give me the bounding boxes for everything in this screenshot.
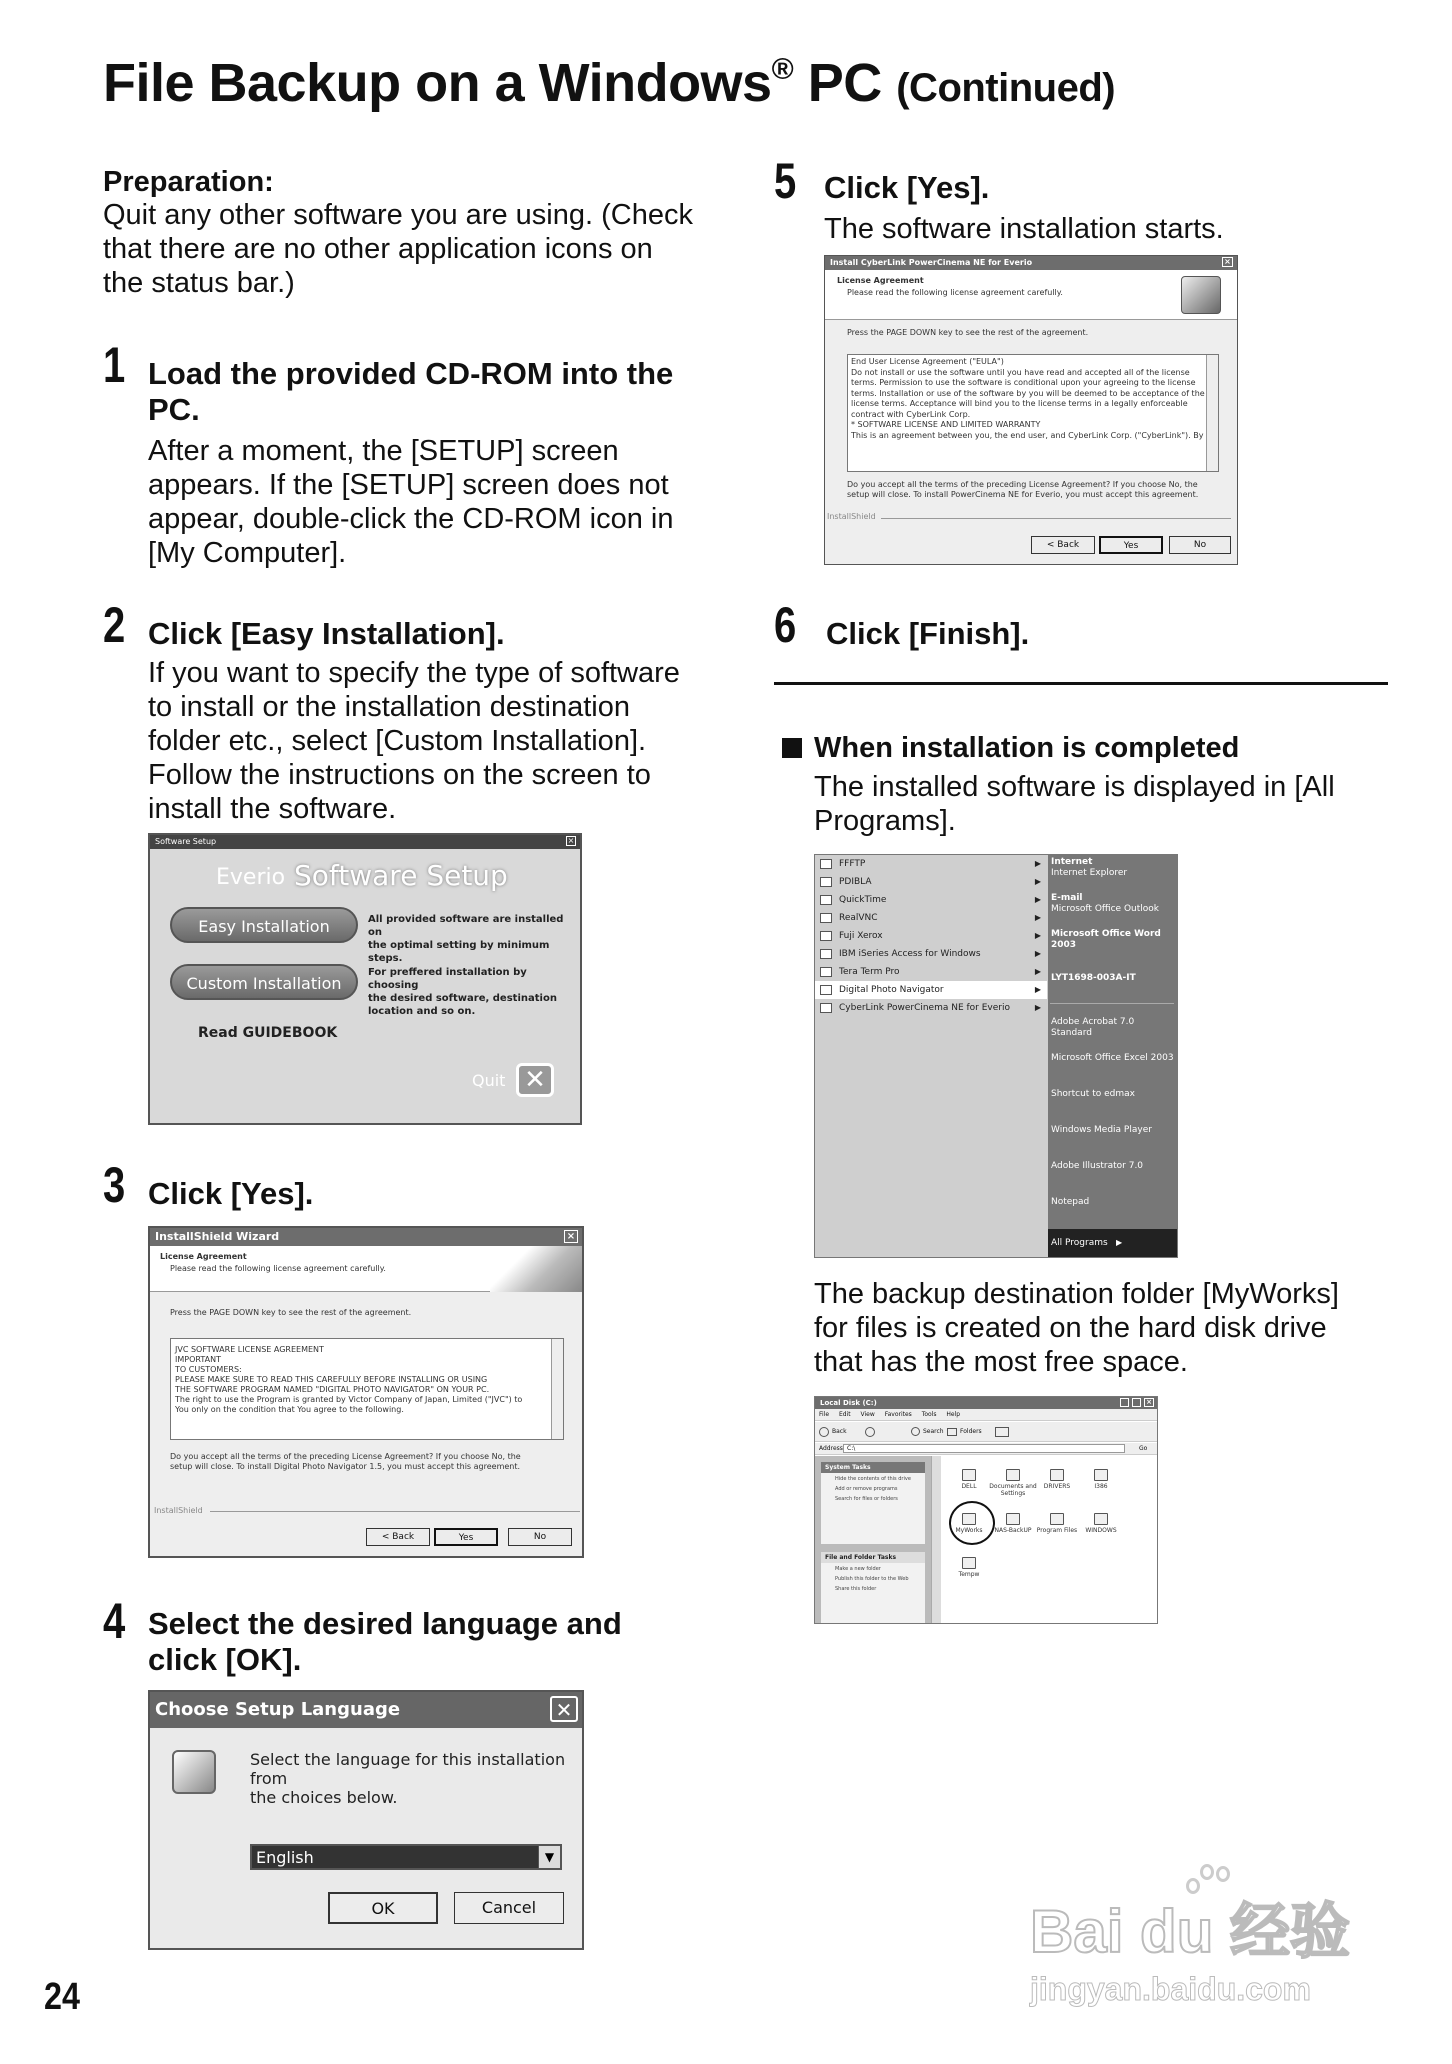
file-folder-tasks-panel	[821, 1552, 925, 1623]
step-3-heading: Click [Yes].	[148, 1176, 314, 1211]
recent-item[interactable]: Adobe Illustrator 7.0	[1051, 1161, 1144, 1171]
language-select[interactable]	[250, 1844, 562, 1870]
read-guidebook-link[interactable]: Read GUIDEBOOK	[198, 1025, 338, 1041]
wizard-license-box[interactable]: JVC SOFTWARE LICENSE AGREEMENT IMPORTANT TO CUSTOMERS: PLEASE MAKE SURE TO READ THIS CAREFULLY BEFORE INSTALLING OR USING THE SOFTWARE PROGRAM NAMED "DIGITAL PHOTO NAVIGATOR" ON YOUR PC. The right to use the Program is granted by Victor Company of Japan, Limited ("JVC") to You only on the condition that You agree to the following.	[170, 1338, 564, 1440]
search-icon	[911, 1427, 920, 1436]
recent-item[interactable]: Microsoft Office Excel 2003	[1051, 1053, 1174, 1063]
custom-installation-button[interactable]: Custom Installation	[170, 964, 358, 1000]
folder-drivers[interactable]: DRIVERS	[1033, 1469, 1081, 1490]
choose-language-screenshot	[148, 1690, 584, 1950]
step-5-heading: Click [Yes].	[824, 170, 990, 205]
cyberlink-subheading: Please read the following license agreement carefully.	[847, 288, 1063, 297]
step-3-number: 3	[103, 1157, 126, 1213]
menu-item[interactable]: QuickTime ▶	[815, 891, 1047, 909]
arrow-right-icon: ▶	[1034, 985, 1041, 994]
cyberlink-installer-screenshot	[824, 255, 1238, 565]
system-tasks-heading[interactable]: System Tasks	[821, 1462, 925, 1473]
square-bullet-icon	[782, 738, 802, 758]
system-tasks-panel	[821, 1462, 925, 1544]
wizard-subheading: Please read the following license agreement carefully.	[170, 1264, 386, 1273]
quit-x-icon[interactable]: ✕	[516, 1063, 554, 1097]
explorer-toolbar	[815, 1422, 1157, 1442]
folder-nas-backup[interactable]: NAS-BackUP	[989, 1513, 1037, 1534]
all-programs-screenshot	[814, 854, 1178, 1258]
step-6-number: 6	[774, 597, 797, 653]
folder-icon	[1050, 1469, 1064, 1481]
step-2-number: 2	[103, 597, 126, 653]
installshield-wizard-screenshot	[148, 1226, 584, 1558]
forward-arrow-icon[interactable]	[865, 1427, 875, 1437]
installer-icon	[1181, 276, 1221, 314]
step-1-number: 1	[103, 337, 126, 393]
folder-icon	[820, 931, 832, 941]
cyberlink-header	[825, 270, 1237, 320]
folder-icon	[820, 967, 832, 977]
folder-icon	[1050, 1513, 1064, 1525]
task-link[interactable]: Hide the contents of this drive	[835, 1476, 911, 1482]
address-input[interactable]: C:\	[843, 1444, 1125, 1453]
folders-button[interactable]: Folders	[960, 1428, 982, 1435]
folder-myworks[interactable]: MyWorks	[945, 1513, 993, 1534]
task-link[interactable]: Publish this folder to the Web	[835, 1576, 909, 1582]
folder-icon	[820, 985, 832, 995]
cyberlink-heading: License Agreement	[837, 276, 924, 285]
menu-item-digital-photo-navigator[interactable]: Digital Photo Navigator ▶	[815, 981, 1047, 999]
explorer-titlebar: Local Disk (C:) ×	[815, 1397, 1157, 1409]
folder-icon	[820, 913, 832, 923]
menu-item[interactable]: Tera Term Pro ▶	[815, 963, 1047, 981]
folder-icon	[1094, 1469, 1108, 1481]
back-arrow-icon[interactable]	[819, 1427, 829, 1437]
menu-item-cyberlink[interactable]: CyberLink PowerCinema NE for Everio ▶	[815, 999, 1047, 1017]
arrow-right-icon: ▶	[1116, 1238, 1123, 1247]
prep-text: Quit any other software you are using. (Check that there are no other application icons on the status bar.)	[103, 199, 693, 299]
folder-icon	[820, 859, 832, 869]
baidu-logo-text: Bai du 经验	[1030, 1898, 1351, 1965]
arrow-right-icon: ▶	[1034, 1003, 1041, 1012]
menu-item[interactable]: FFFTP ▶	[815, 855, 1047, 873]
baidu-url-text: jingyan.baidu.com	[1030, 1971, 1311, 2007]
setup-icon	[172, 1750, 216, 1794]
menu-item[interactable]: RealVNC ▶	[815, 909, 1047, 927]
recent-item[interactable]: Notepad	[1051, 1197, 1090, 1207]
step-4-number: 4	[103, 1593, 126, 1649]
folder-icon	[962, 1557, 976, 1569]
wizard-yes-button[interactable]: Yes	[434, 1528, 498, 1546]
software-setup-screenshot	[148, 833, 582, 1125]
setup-heading: Software Setup	[294, 859, 508, 892]
cyberlink-pagedown-text: Press the PAGE DOWN key to see the rest of the agreement.	[847, 328, 1089, 337]
prep-heading: Preparation:	[103, 166, 274, 198]
wizard-pagedown-text: Press the PAGE DOWN key to see the rest of the agreement.	[170, 1308, 412, 1317]
cyberlink-license-box[interactable]: End User License Agreement ("EULA") Do not install or use the software until you have read and accepted all of the license terms. Permission to use the software is conditional upon your agreeing to the license terms. Installation or use of the software by you will be deemed to be acceptance of the license terms. Acceptance will bind you to the license terms in a legally enforceable contract with CyberLink Corp. * SOFTWARE LICENSE AND LIMITED WARRANTY This is an agreement between you, the end user, and CyberLink Corp. ("CyberLink"). By	[847, 354, 1219, 472]
search-button[interactable]: Search	[923, 1428, 944, 1435]
task-link[interactable]: Share this folder	[835, 1586, 877, 1592]
folder-documents[interactable]: Documents and Settings	[989, 1469, 1037, 1497]
folder-icon	[820, 895, 832, 905]
folder-icon	[820, 1003, 832, 1013]
address-bar	[815, 1443, 1157, 1455]
arrow-right-icon: ▶	[1034, 913, 1041, 922]
completed-body: The installed software is displayed in [All Programs].	[814, 771, 1335, 837]
recent-item[interactable]: Windows Media Player	[1051, 1125, 1152, 1135]
start-menu-right-pane	[1048, 855, 1178, 1258]
task-link[interactable]: Make a new folder	[835, 1566, 881, 1572]
language-prompt: Select the language for this installation from the choices below.	[250, 1750, 566, 1807]
section-divider	[774, 682, 1388, 685]
page-title: File Backup on a Windows® PC (Continued)	[103, 53, 1116, 113]
recent-item[interactable]: Shortcut to edmax	[1051, 1089, 1135, 1099]
wizard-titlebar: InstallShield Wizard ×	[150, 1228, 582, 1246]
address-label: Address	[819, 1445, 843, 1452]
wizard-back-button[interactable]: < Back	[366, 1528, 430, 1546]
explorer-scrollbar[interactable]	[931, 1456, 941, 1623]
arrow-right-icon: ▶	[1034, 949, 1041, 958]
custom-installation-desc: For preffered installation by choosing the desired software, destination location and so on.	[368, 967, 557, 1017]
folder-icon	[1006, 1469, 1020, 1481]
folder-tempw[interactable]: Tempw	[945, 1557, 993, 1578]
cyberlink-titlebar: Install CyberLink PowerCinema NE for Everio ×	[825, 256, 1237, 270]
wizard-graphic	[490, 1246, 582, 1292]
task-link[interactable]: Add or remove programs	[835, 1486, 898, 1492]
step-5-number: 5	[774, 153, 797, 209]
step-4-heading: Select the desired language and click [OK].	[148, 1606, 622, 1677]
cyberlink-no-button[interactable]: No	[1169, 536, 1231, 554]
all-programs-button[interactable]: All Programs ▶	[1048, 1229, 1178, 1258]
arrow-right-icon: ▶	[1034, 859, 1041, 868]
step-2-heading: Click [Easy Installation].	[148, 616, 505, 651]
menu-divider	[1050, 1003, 1174, 1004]
close-icon[interactable]: ×	[564, 1230, 578, 1243]
wizard-footer: InstallShield	[154, 1506, 203, 1515]
explorer-menubar	[815, 1409, 1157, 1421]
ok-button[interactable]: OK	[328, 1892, 438, 1924]
arrow-right-icon: ▶	[1034, 967, 1041, 976]
folder-icon	[820, 877, 832, 887]
setup-titlebar: Software Setup ×	[150, 835, 580, 849]
wizard-scrollbar[interactable]	[551, 1339, 563, 1439]
cyberlink-yes-button[interactable]: Yes	[1099, 536, 1163, 554]
wizard-accept-text: Do you accept all the terms of the preceding License Agreement? If you choose No, the setup will close. To install Digital Photo Navigator 1.5, you must accept this agreement.	[170, 1452, 521, 1471]
arrow-right-icon: ▶	[1034, 895, 1041, 904]
minimize-icon[interactable]	[1120, 1398, 1129, 1407]
explorer-task-pane	[815, 1456, 931, 1623]
cyberlink-accept-text: Do you accept all the terms of the preceding License Agreement? If you choose No, the setup will close. To install PowerCinema NE for Everio, you must accept this agreement.	[847, 480, 1199, 499]
step-5-body: The software installation starts.	[824, 213, 1224, 245]
pinned-word[interactable]: Microsoft Office Word 2003	[1051, 929, 1161, 950]
recent-item[interactable]: Adobe Acrobat 7.0 Standard	[1051, 1017, 1135, 1038]
file-tasks-heading[interactable]: File and Folder Tasks	[821, 1552, 925, 1563]
arrow-right-icon: ▶	[1034, 931, 1041, 940]
menu-view[interactable]: View	[860, 1411, 875, 1418]
wizard-header	[150, 1246, 582, 1292]
step-1-body: After a moment, the [SETUP] screen appears. If the [SETUP] screen does not appear, double-click the CD-ROM icon in [My Computer].	[148, 435, 674, 569]
pinned-lyt[interactable]: LYT1698-003A-IT	[1051, 973, 1136, 983]
menu-item[interactable]: PDIBLA ▶	[815, 873, 1047, 891]
folder-icon	[1094, 1513, 1108, 1525]
close-icon[interactable]: ×	[1222, 257, 1233, 267]
back-button[interactable]: Back	[832, 1428, 847, 1435]
step-2-body: If you want to specify the type of software to install or the installation destination folder etc., select [Custom Installation]. Follow the instructions on the screen to install the software.	[148, 657, 680, 825]
backup-body: The backup destination folder [MyWorks] for files is created on the hard disk drive that has the most free space.	[814, 1278, 1339, 1378]
wizard-divider	[210, 1511, 580, 1512]
page-number: 24	[44, 1976, 80, 2018]
folder-program-files[interactable]: Program Files	[1033, 1513, 1081, 1534]
folder-icon	[962, 1469, 976, 1481]
explorer-screenshot	[814, 1396, 1158, 1624]
go-button[interactable]: Go	[1139, 1445, 1148, 1452]
cyberlink-scrollbar[interactable]	[1206, 355, 1218, 471]
folder-icon	[1006, 1513, 1020, 1525]
pinned-internet[interactable]: Internet Internet Explorer	[1051, 857, 1128, 878]
menu-favorites[interactable]: Favorites	[884, 1411, 912, 1418]
language-selected-value: English	[256, 1848, 314, 1867]
language-titlebar: Choose Setup Language ✕	[150, 1692, 582, 1728]
arrow-right-icon: ▶	[1034, 877, 1041, 886]
menu-item[interactable]: Fuji Xerox ▶	[815, 927, 1047, 945]
menu-edit[interactable]: Edit	[838, 1411, 851, 1418]
close-icon[interactable]: ✕	[550, 1696, 578, 1722]
cancel-button[interactable]: Cancel	[454, 1892, 564, 1924]
step-6-heading: Click [Finish].	[826, 616, 1030, 651]
views-icon[interactable]	[995, 1427, 1009, 1437]
pinned-email[interactable]: E-mail Microsoft Office Outlook	[1051, 893, 1159, 914]
cyberlink-back-button[interactable]: < Back	[1031, 536, 1095, 554]
easy-installation-desc: All provided software are installed on the optimal setting by minimum steps.	[368, 914, 564, 964]
menu-help[interactable]: Help	[946, 1411, 961, 1418]
folder-windows[interactable]: WINDOWS	[1077, 1513, 1125, 1534]
easy-installation-button[interactable]: Easy Installation	[170, 907, 358, 943]
task-link[interactable]: Search for files or folders	[835, 1496, 898, 1502]
wizard-heading: License Agreement	[160, 1252, 247, 1261]
close-icon[interactable]: ×	[567, 836, 575, 845]
step-1-heading: Load the provided CD-ROM into the PC.	[148, 356, 674, 427]
close-icon[interactable]: ×	[1144, 1398, 1154, 1407]
cyberlink-footer: InstallShield	[827, 512, 876, 521]
quit-label: Quit	[472, 1071, 506, 1090]
folders-icon	[947, 1428, 957, 1436]
folder-dell[interactable]: DELL	[945, 1469, 993, 1490]
completed-heading: When installation is completed	[814, 732, 1240, 764]
cyberlink-divider	[881, 518, 1231, 519]
everio-brand: Everio	[216, 865, 286, 890]
menu-item[interactable]: IBM iSeries Access for Windows ▶	[815, 945, 1047, 963]
chevron-down-icon[interactable]: ▼	[538, 1846, 560, 1868]
folder-icon	[820, 949, 832, 959]
wizard-no-button[interactable]: No	[508, 1528, 572, 1546]
maximize-icon[interactable]	[1132, 1398, 1141, 1407]
folder-i386[interactable]: I386	[1077, 1469, 1125, 1490]
menu-tools[interactable]: Tools	[921, 1411, 937, 1418]
menu-file[interactable]: File	[819, 1411, 830, 1418]
